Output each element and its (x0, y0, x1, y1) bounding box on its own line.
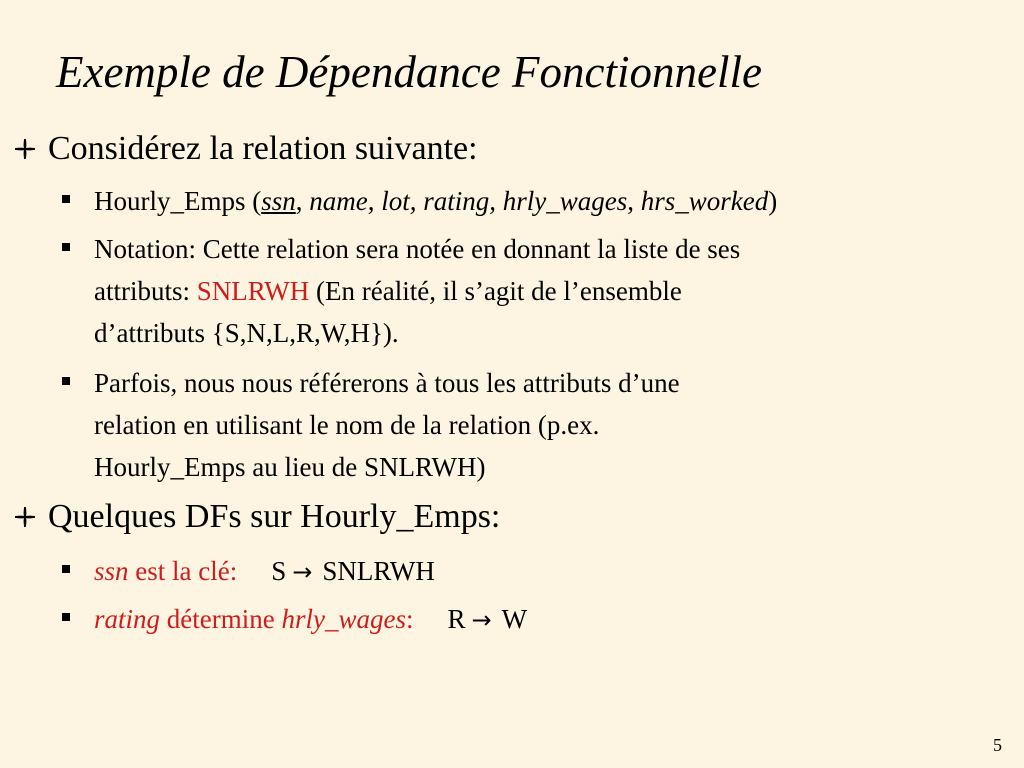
fd-rhs: W (501, 604, 528, 634)
square-bullet-icon (62, 377, 70, 385)
parfois-line-1: Parfois, nous nous référerons à tous les attributs d’une (94, 368, 680, 398)
separator: , (627, 186, 641, 216)
notation-line-1: Notation: Cette relation sera notée en donnant la liste de ses (94, 234, 741, 264)
hrly-wages-term: hrly_wages (281, 604, 406, 634)
diamond-bullet-icon (14, 506, 36, 528)
square-bullet-icon (62, 243, 70, 251)
notation-text: attributs: (94, 276, 197, 306)
relation-name: Hourly_Emps ( (94, 186, 262, 216)
square-bullet-icon (62, 613, 70, 621)
notation-line-2 (94, 270, 1012, 312)
notation-text: (En réalité, il s’agit de l’ensemble (309, 276, 682, 306)
fd-lhs: R (447, 604, 466, 634)
page-number: 5 (993, 735, 1002, 755)
arrow-icon: → (471, 606, 492, 634)
colon: : (405, 604, 414, 634)
fd-rhs: SNLRWH (322, 556, 435, 586)
section-heading: Considérez la relation suivante: (48, 130, 478, 167)
key-statement: est la clé: (128, 556, 238, 586)
notation-line-3: d’attributs {S,N,L,R,W,H}). (94, 318, 399, 348)
slide-title: Exemple de Dépendance Fonctionnelle (56, 47, 762, 97)
key-attribute-ssn: ssn (261, 186, 296, 216)
snlrwh-highlight: SNLRWH (196, 276, 310, 306)
closing-paren: ) (768, 186, 778, 216)
separator: , (295, 186, 310, 216)
diamond-bullet-icon (14, 138, 36, 160)
parfois-line-3: Hourly_Emps au lieu de SNLRWH) (94, 452, 486, 482)
arrow-icon: → (292, 558, 313, 586)
attribute-list: name, lot, rating, hrly_wages (309, 186, 628, 216)
fd-lhs: S (271, 556, 287, 586)
ssn-term: ssn (94, 556, 129, 586)
square-bullet-icon (62, 565, 70, 573)
determine-text: détermine (160, 604, 282, 634)
parfois-line-2: relation en utilisant le nom de la relation (p.ex. (94, 410, 600, 440)
attribute-hrs-worked: hrs_worked (640, 186, 769, 216)
square-bullet-icon (62, 195, 70, 203)
rating-term: rating (94, 604, 161, 634)
section-heading: Quelques DFs sur Hourly_Emps: (48, 498, 501, 535)
